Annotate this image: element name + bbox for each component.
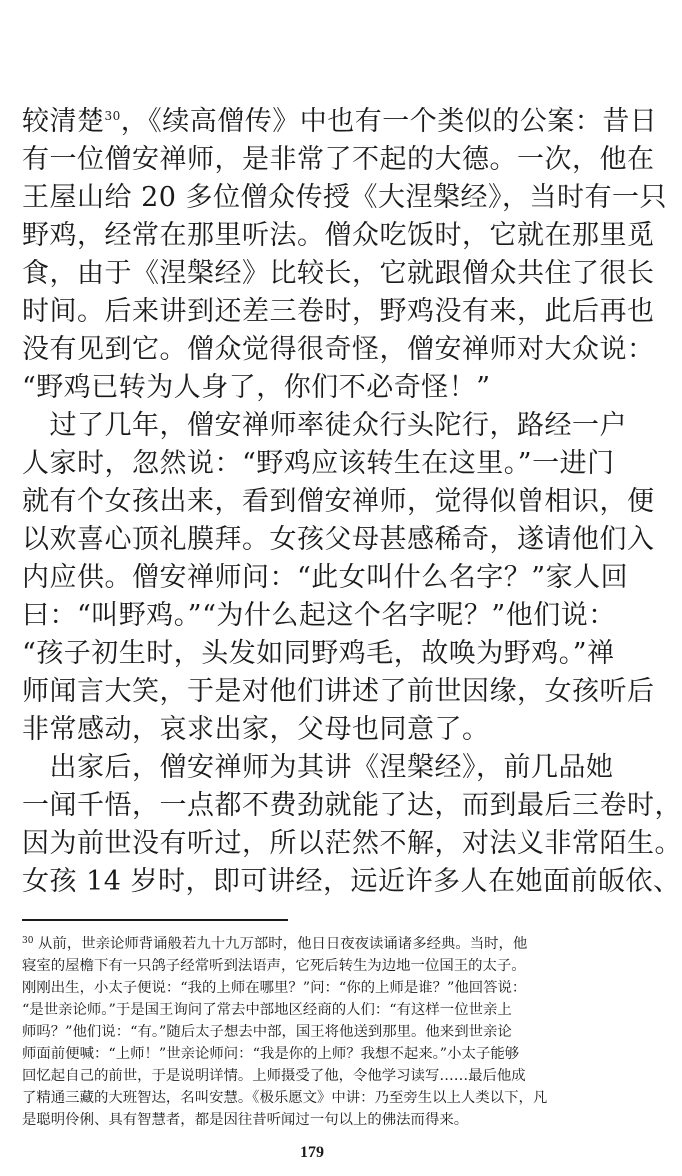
body-line: 内应供。僧安禅师问：“此女叫什么名字？”家人回	[22, 562, 629, 593]
body-line: 过了几年，僧安禅师率徒众行头陀行，路经一户	[22, 410, 627, 441]
footnote-divider	[22, 919, 288, 921]
body-line: 以欢喜心顶礼膜拜。女孩父母甚感稀奇，遂请他们入	[22, 524, 655, 555]
body-line: “孩子初生时，头发如同野鸡毛，故唤为野鸡。”禅	[22, 638, 615, 669]
footnote-marker[interactable]: 30	[104, 109, 121, 123]
body-line: 出家后，僧安禅师为其讲《涅槃经》，前几品她	[22, 752, 614, 783]
body-line: 时间。后来讲到还差三卷时，野鸡没有来，此后再也	[22, 296, 655, 327]
footnote-line: 寝室的屋檐下有一只鸽子经常听到法语声，它死后转生为边地一位国王的太子。	[22, 958, 526, 974]
footnote-line: 了精通三藏的大班智达，名叫安慧。《极乐愿文》中讲：乃至旁生以上人类以下，凡	[22, 1090, 548, 1106]
body-line-text: 较清楚	[22, 106, 105, 137]
body-line: 食，由于《涅槃经》比较长，它就跟僧众共住了很长	[22, 258, 655, 289]
footnote-line: 师吗？”他们说：“有。”随后太子想去中部，国王将他送到那里。他来到世亲论	[22, 1024, 512, 1040]
footnote-line: “是世亲论师。”于是国王询问了常去中部地区经商的人们：“有这样一位世亲上	[22, 1002, 512, 1018]
body-line: “野鸡已转为人身了，你们不必奇怪！”	[22, 372, 491, 403]
body-line: 没有见到它。僧众觉得很奇怪，僧安禅师对大众说：	[22, 334, 655, 365]
body-line-text: ，《续高僧传》中也有一个类似的公案：昔日	[120, 106, 658, 137]
footnote-number: 30	[22, 936, 34, 946]
body-line: 野鸡，经常在那里听法。僧众吃饭时，它就在那里觅	[22, 220, 655, 251]
body-line: 非常感动，哀求出家，父母也同意了。	[22, 714, 490, 745]
body-line: 师闻言大笑，于是对他们讲述了前世因缘，女孩听后	[22, 676, 655, 707]
footnote-line: 回忆起自己的前世，于是说明详情。上师摄受了他，令他学习读写……最后他成	[22, 1068, 526, 1084]
footnote-line	[22, 936, 612, 953]
footnote-line: 是聪明伶俐、具有智慧者，都是因往昔听闻过一句以上的佛法而得来。	[22, 1112, 469, 1128]
body-line: 曰：“叫野鸡。”“为什么起这个名字呢？”他们说：	[22, 600, 616, 631]
body-line: 因为前世没有听过，所以茫然不解，对法义非常陌生。	[22, 828, 682, 859]
body-line: 人家时，忽然说：“野鸡应该转生在这里。”一进门	[22, 448, 615, 479]
body-line: 有一位僧安禅师，是非常了不起的大德。一次，他在	[22, 144, 655, 175]
body-line	[22, 106, 658, 140]
body-line: 王屋山给 20 多位僧众传授《大涅槃经》，当时有一只	[22, 182, 668, 213]
footnote-line: 师面前便喊：“上师！”世亲论师问：“我是你的上师？我想不起来。”小太子能够	[22, 1046, 520, 1062]
footnote-line: 刚刚出生，小太子便说：“我的上师在哪里？”问：“你的上师是谁？”他回答说：	[22, 980, 527, 996]
body-line: 女孩 14 岁时，即可讲经，远近许多人在她面前皈依、	[22, 866, 681, 897]
footnote-text: 从前，世亲论师背诵般若九十九万部时，他日日夜夜读诵诸多经典。当时，他	[38, 936, 528, 952]
body-line: 一闻千悟，一点都不费劲就能了达，而到最后三卷时，	[22, 790, 682, 821]
page-number: 179	[300, 1144, 324, 1161]
body-line: 就有个女孩出来，看到僧安禅师，觉得似曾相识，便	[22, 486, 655, 517]
